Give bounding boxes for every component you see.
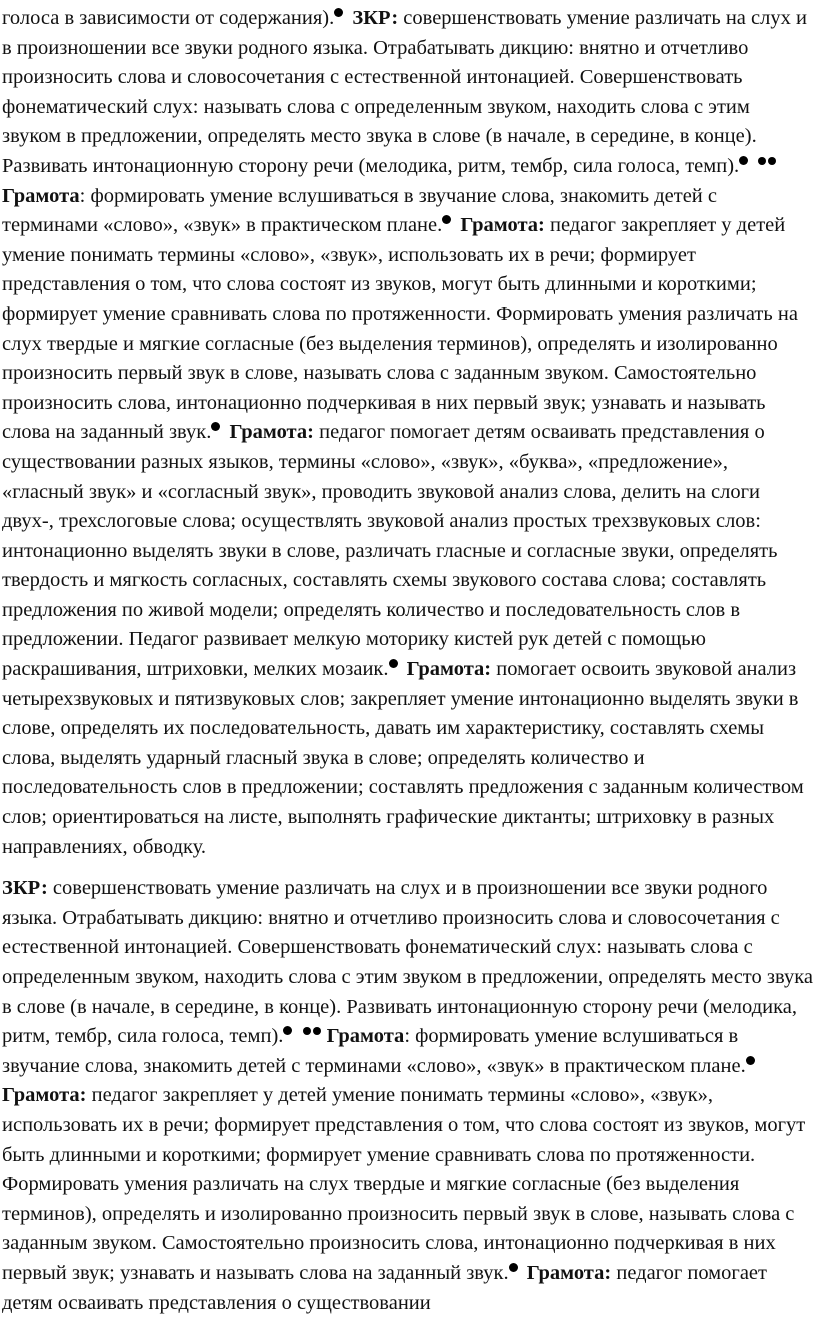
gramota-label: Грамота — [2, 184, 80, 207]
text-segment: педагог помогает детям осваивать представления о существовании разных языков, термины «слово», «звук», «буква», «предложение», «гласный звук» и «согласный звук», проводить звуковой анализ слова, делить на слоги двух-, трехслоговые слова; осуществлять звуковой анализ простых трехзвуковых слов: интонационно выделять звуки в слове, различать гласные и согласные звуки, определять твердость и мягкость согласных, составлять схемы звукового состава слова; составлять предложения по живой модели; определять количество и последовательность слов в предложении. Педагог развивает мелкую моторику кистей рук детей с помощью раскрашивания, штриховки, мелких мозаик. — [2, 421, 778, 681]
text-segment: голоса в зависимости от содержания). — [2, 7, 335, 29]
text-segment: совершенствовать умение различать на слух и в произношении все звуки родного языка. Отрабатывать дикцию: внятно и отчетливо произносить слова и словосочетания с естественной интонацией. Совершенствовать фонематический слух: называть слова с определенным звуком, находить слова с этим звуком в предложении, определять место звука в слове (в начале, в середине, в конце). Развивать интонационную сторону речи (мелодика, ритм, тембр, сила голоса, темп). — [2, 877, 813, 1048]
text-segment: : формировать умение вслушиваться в звучание слова, знакомить детей с терминами «слово», «звук» в практическом плане. — [2, 184, 717, 237]
paragraph-1 — [2, 4, 814, 862]
gramota-label: Грамота: — [229, 421, 314, 444]
text-segment: помогает освоить звуковой анализ четырехзвуковых и пятизвуковых слов; закрепляет умение интонационно выделять звуки в слове, определять их последовательность, давать им характеристику, составлять схемы слова, выделять ударный гласный звука в слове; определять количество и последовательность слов в предложении; составлять предложения с заданным количеством слов; ориентироваться на листе, выполнять графические диктанты; штриховку в разных направлениях, обводку. — [2, 658, 804, 858]
bullet-icon — [313, 1027, 321, 1035]
bullet-icon — [758, 157, 766, 165]
bullet-icon — [334, 8, 343, 17]
bullet-icon — [283, 1026, 292, 1035]
zkr-label: ЗКР: — [352, 7, 399, 29]
bullet-icon — [768, 157, 776, 165]
paragraph-2 — [2, 874, 814, 1318]
bullet-icon — [303, 1027, 311, 1035]
bullet-icon — [389, 659, 398, 668]
text-segment: совершенствовать умение различать на слух и в произношении все звуки родного языка. Отрабатывать дикцию: внятно и отчетливо произносить слова и словосочетания с естественной интонацией. Совершенствовать фонематический слух: называть слова с определенным звуком, находить слова с этим звуком в предложении, определять место звука в слове (в начале, в середине, в конце). Развивать интонационную сторону речи (мелодика, ритм, тембр, сила голоса, темп). — [2, 7, 807, 177]
bullet-icon — [509, 1263, 518, 1272]
bullet-icon — [442, 215, 451, 224]
bullet-icon — [739, 156, 748, 165]
gramota-label: Грамота: — [2, 1084, 87, 1107]
zkr-label: ЗКР: — [2, 877, 48, 900]
bullet-icon — [746, 1056, 755, 1065]
gramota-label: Грамота: — [406, 658, 492, 681]
text-segment: педагог закрепляет у детей умение понимать термины «слово», «звук», использовать их в речи; формирует представления о том, что слова состоят из звуков, могут быть длинными и короткими; формирует умение сравнивать слова по протяженности. Формировать умения различать на слух твердые и мягкие согласные (без выделения терминов), определять и изолированно произносить первый звук в слове, называть слова с заданным звуком. Самостоятельно произносить слова, интонационно подчеркивая в них первый звук; узнавать и называть слова на заданный звук. — [2, 214, 798, 444]
gramota-label: Грамота: — [460, 214, 545, 237]
gramota-label: Грамота: — [526, 1261, 612, 1284]
bullet-icon — [211, 422, 220, 431]
text-segment: педагог помогает детям осваивать представления о существовании — [2, 1261, 767, 1314]
text-segment: педагог закрепляет у детей умение понимать термины «слово», «звук», использовать их в речи; формирует представления о том, что слова состоят из звуков, могут быть длинными и короткими; формирует умение сравнивать слова по протяженности. Формировать умения различать на слух твердые и мягкие согласные (без выделения терминов), определять и изолированно произносить первый звук в слове, называть слова с заданным звуком. Самостоятельно произносить слова, интонационно подчеркивая в них первый звук; узнавать и называть слова на заданный звук. — [2, 1084, 806, 1284]
text-segment: : формировать умение вслушиваться в звучание слова, знакомить детей с терминами «слово», «звук» в практическом плане. — [2, 1025, 746, 1077]
gramota-label: Грамота — [326, 1025, 405, 1048]
